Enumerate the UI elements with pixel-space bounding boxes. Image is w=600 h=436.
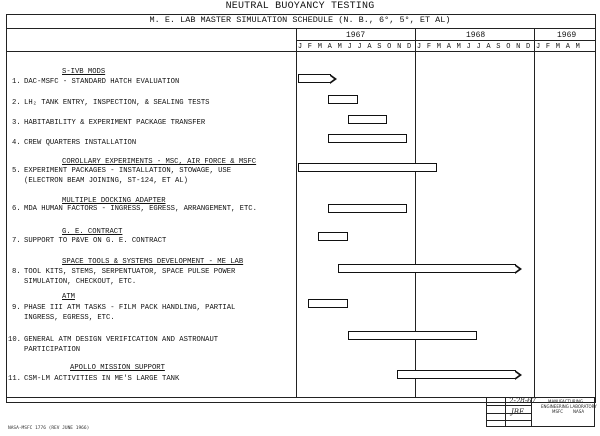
task-label: GENERAL ATM DESIGN VERIFICATION AND ASTRONAUT [24, 336, 219, 344]
month-letter: S [496, 43, 501, 51]
month-letter: M [317, 43, 322, 51]
bar-arrowhead-fill [330, 76, 334, 82]
schedule-bar [348, 115, 388, 124]
task-number: 1. [12, 78, 21, 86]
year-1969: 1969 [557, 31, 577, 40]
task-label: TOOL KITS, STEMS, SERPENTUATOR, SPACE PULSE POWER [24, 268, 236, 276]
schedule-bar [298, 74, 331, 83]
task-number: 11. [8, 375, 21, 383]
month-letter: M [436, 43, 441, 51]
task-number: 4. [12, 139, 21, 147]
schedule-bar [318, 232, 348, 241]
month-letter: A [486, 43, 491, 51]
month-letter: F [426, 43, 432, 51]
task-label: SUPPORT TO P&VE ON G. E. CONTRACT [24, 237, 167, 245]
schedule-bar [328, 95, 358, 104]
year-1968: 1968 [466, 31, 486, 40]
task-number: 10. [8, 336, 21, 344]
title-block-row-3 [486, 420, 532, 421]
month-letter: O [387, 43, 392, 51]
task-number: 5. [12, 167, 21, 175]
month-letter: M [337, 43, 342, 51]
section-heading-ge: G. E. CONTRACT [62, 228, 123, 236]
task-label: MDA HUMAN FACTORS - INGRESS, EGRESS, ARRANGEMENT, ETC. [24, 205, 257, 213]
month-letter: A [565, 43, 570, 51]
org-line-1: MANUFACTURING [548, 399, 583, 404]
schedule-bar [328, 134, 407, 143]
org-line-2: ENGINEERING LABORATORY [541, 404, 597, 409]
org-line-3: MSFC [552, 409, 564, 414]
task-label: DAC-MSFC - STANDARD HATCH EVALUATION [24, 78, 180, 86]
title-divider [6, 28, 595, 29]
schedule-bar [338, 264, 517, 273]
month-letter: J [297, 43, 303, 51]
month-letter: F [545, 43, 551, 51]
month-letter: M [575, 43, 580, 51]
title-block-row-2 [486, 413, 532, 414]
section-heading-corollary: COROLLARY EXPERIMENTS - MSC, AIR FORCE & MSFC [62, 158, 257, 166]
bar-arrowhead-fill [515, 372, 519, 378]
section-heading-atm: ATM [62, 293, 75, 301]
task-label: HABITABILITY & EXPERIMENT PACKAGE TRANSFER [24, 119, 206, 127]
year-1968-divider [415, 28, 416, 398]
task-label: CREW QUARTERS INSTALLATION [24, 139, 137, 147]
header-divider [6, 51, 595, 52]
task-label: (ELECTRON BEAM JOINING, ST-124, ET AL) [24, 177, 188, 185]
schedule-bar [308, 299, 348, 308]
month-letter: J [535, 43, 541, 51]
task-number: 6. [12, 205, 21, 213]
section-heading-s-ivb: S-IVB MODS [62, 68, 106, 76]
month-letter: D [407, 43, 412, 51]
year-1969-divider [534, 28, 535, 398]
month-letter: A [446, 43, 451, 51]
form-number: NASA-MSFC 1776 (REV JUNE 1966) [8, 426, 90, 431]
schedule-bar [348, 331, 477, 340]
task-label: PARTICIPATION [24, 346, 81, 354]
month-letter: J [476, 43, 481, 51]
month-letter: M [456, 43, 461, 51]
bar-arrowhead-fill [515, 266, 519, 272]
task-number: 9. [12, 304, 21, 312]
month-letter: J [357, 43, 362, 51]
handwritten-date: 2-28-67 [509, 397, 536, 405]
task-label: CSM-LM ACTIVITIES IN ME'S LARGE TANK [24, 375, 180, 383]
month-letter: S [377, 43, 382, 51]
year-1967: 1967 [346, 31, 366, 40]
section-heading-apollo: APOLLO MISSION SUPPORT [70, 364, 165, 372]
title-block-divider [505, 397, 506, 427]
document-header: NEUTRAL BUOYANCY TESTING [225, 1, 375, 12]
schedule-bar [328, 204, 407, 213]
task-label: INGRESS, EGRESS, ETC. [24, 314, 115, 322]
handwritten-signature: JBE [511, 408, 525, 416]
task-label: PHASE III ATM TASKS - FILM PACK HANDLING, PARTIAL [24, 304, 236, 312]
task-number: 3. [12, 119, 21, 127]
schedule-bar [298, 163, 437, 172]
month-letter: J [466, 43, 471, 51]
month-letter: F [307, 43, 312, 51]
month-letter: J [347, 43, 352, 51]
task-label: EXPERIMENT PACKAGES - INSTALLATION, STOWAGE, USE [24, 167, 232, 175]
month-letter: N [397, 43, 402, 51]
month-letter: J [416, 43, 422, 51]
month-letter: A [327, 43, 332, 51]
task-number: 8. [12, 268, 21, 276]
org-line-4: NASA [573, 409, 585, 414]
year-divider [296, 40, 595, 41]
section-heading-space-tools: SPACE TOOLS & SYSTEMS DEVELOPMENT - ME LAB [62, 258, 244, 266]
task-number: 2. [12, 99, 21, 107]
section-heading-mda: MULTIPLE DOCKING ADAPTER [62, 197, 166, 205]
schedule-title: M. E. LAB MASTER SIMULATION SCHEDULE (N. B., 6°, 5°, ET AL) [149, 15, 451, 25]
month-letter: A [367, 43, 372, 51]
month-letter: M [555, 43, 560, 51]
month-letter: D [526, 43, 531, 51]
month-letter: O [506, 43, 511, 51]
task-label: SIMULATION, CHECKOUT, ETC. [24, 278, 137, 286]
month-letter: N [516, 43, 521, 51]
title-block-row-1 [486, 405, 532, 406]
task-label: LH₂ TANK ENTRY, INSPECTION, & SEALING TESTS [24, 99, 210, 107]
task-number: 7. [12, 237, 21, 245]
task-column-divider [296, 28, 297, 398]
schedule-bar [397, 370, 516, 379]
